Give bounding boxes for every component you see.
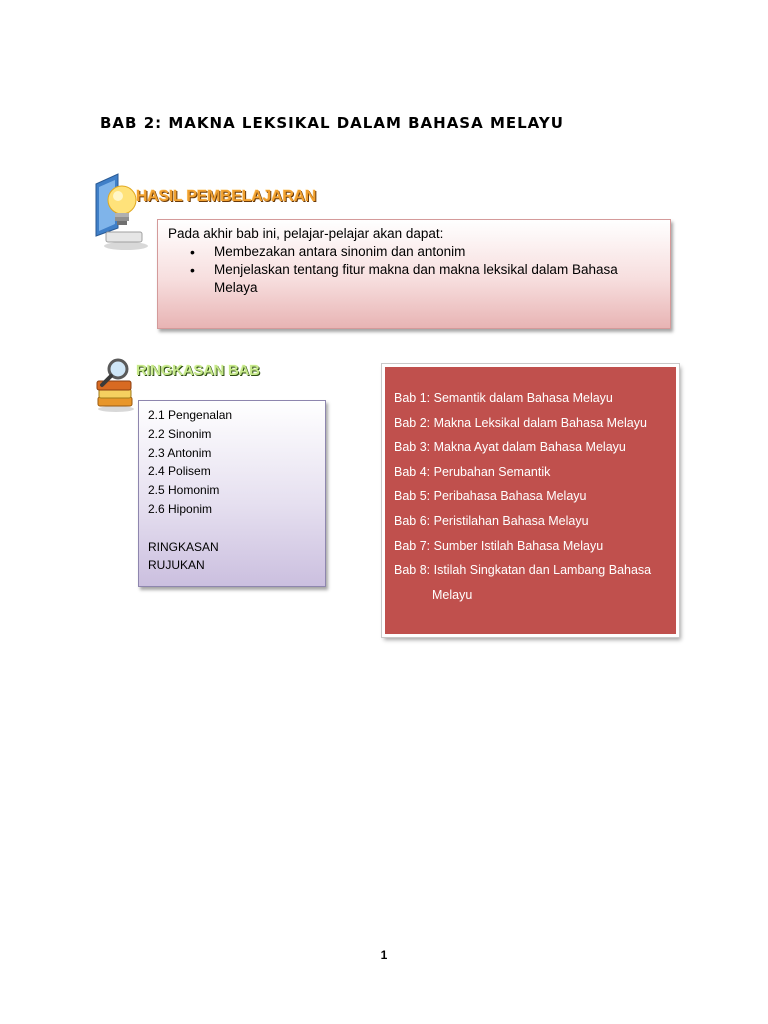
ringkasan-item: 2.2 Sinonim bbox=[148, 426, 212, 441]
hasil-list bbox=[168, 243, 660, 297]
hasil-pembelajaran-box bbox=[157, 219, 671, 329]
bab-item: Bab 6: Peristilahan Bahasa Melayu bbox=[394, 513, 589, 528]
bab-item: Bab 2: Makna Leksikal dalam Bahasa Melayu bbox=[394, 415, 647, 430]
ringkasan-item: 2.4 Polisem bbox=[148, 464, 211, 479]
ringkasan-item: 2.6 Hiponim bbox=[148, 501, 213, 516]
bab-item: Bab 8: Istilah Singkatan dan Lambang Bahasa bbox=[394, 563, 652, 578]
ringkasan-extra: RUJUKAN bbox=[148, 558, 205, 573]
ringkasan-item: 2.5 Homonim bbox=[148, 483, 220, 498]
ringkasan-extra: RINGKASAN bbox=[148, 539, 219, 554]
monitor-lightbulb-icon bbox=[92, 170, 154, 252]
books-magnifier-icon bbox=[94, 357, 138, 413]
hasil-pembelajaran-heading: HASIL PEMBELAJARAN bbox=[136, 188, 317, 205]
bab-item-continuation: Melayu bbox=[432, 587, 473, 602]
hasil-item: • Menjelaskan tentang fitur makna dan makna leksikal dalam Bahasa Melaya bbox=[214, 261, 660, 297]
hasil-intro: Pada akhir bab ini, pelajar-pelajar akan dapat: bbox=[168, 226, 444, 241]
ringkasan-item: 2.3 Antonim bbox=[148, 445, 212, 460]
bab-item: Bab 1: Semantik dalam Bahasa Melayu bbox=[394, 391, 613, 405]
bab-list-box bbox=[382, 364, 679, 637]
bab-item: Bab 3: Makna Ayat dalam Bahasa Melayu bbox=[394, 440, 626, 455]
ringkasan-bab-heading: RINGKASAN BAB bbox=[136, 362, 260, 379]
bab-item: Bab 4: Perubahan Semantik bbox=[394, 464, 551, 479]
hasil-item: • Membezakan antara sinonim dan antonim bbox=[214, 243, 660, 261]
bab-item: Bab 7: Sumber Istilah Bahasa Melayu bbox=[394, 538, 604, 553]
page-title: BAB 2: MAKNA LEKSIKAL DALAM BAHASA MELAYU bbox=[100, 114, 564, 132]
page-number: 1 bbox=[380, 948, 388, 962]
bab-item: Bab 5: Peribahasa Bahasa Melayu bbox=[394, 489, 587, 504]
spacer bbox=[148, 519, 316, 538]
ringkasan-item: 2.1 Pengenalan bbox=[148, 408, 233, 422]
ringkasan-bab-box bbox=[138, 400, 326, 587]
